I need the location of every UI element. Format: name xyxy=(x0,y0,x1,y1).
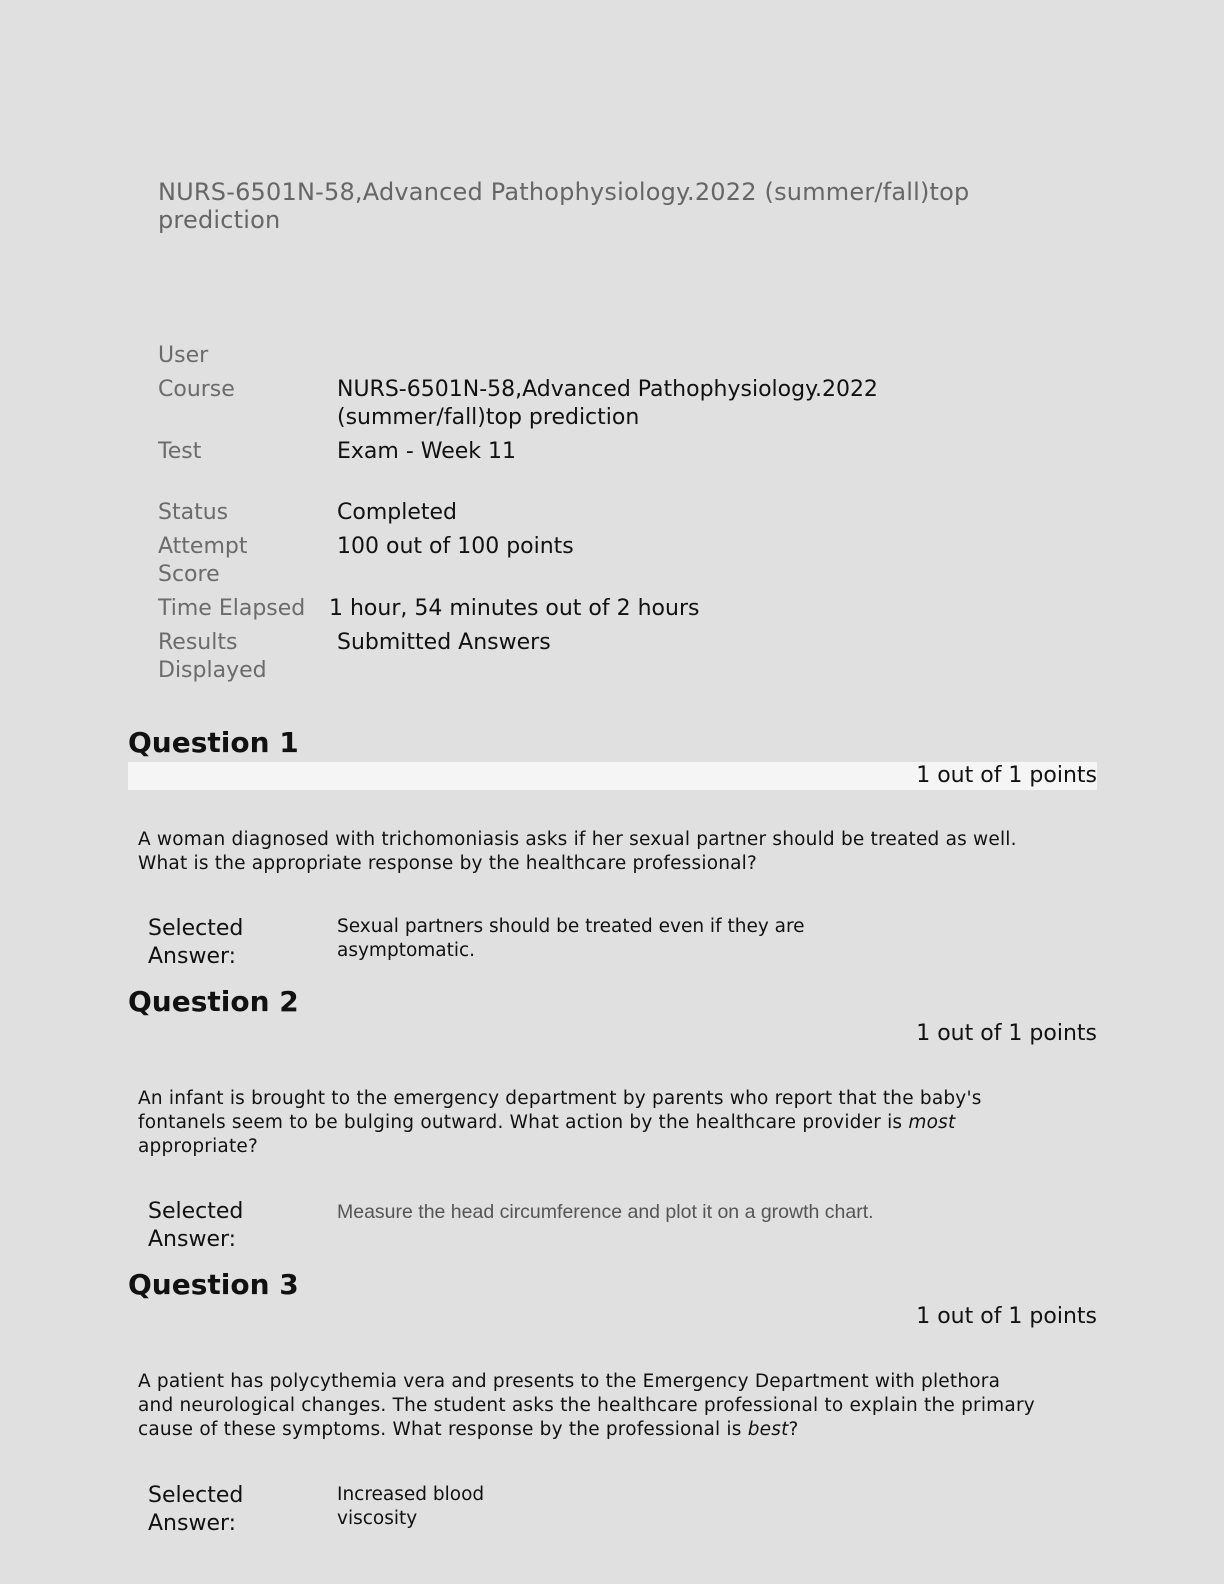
time-label: Time Elapsed xyxy=(158,596,306,621)
course-label: Course xyxy=(158,377,235,402)
question-text-emphasis: most xyxy=(908,1112,956,1133)
score-value: 100 out of 100 points xyxy=(337,534,574,559)
question-text-part: A patient has polycythemia vera and presents to the Emergency Department with plethora and neurological changes. The student asks the healthcare professional to explain the primary cause of these symptoms. What response by the professional is xyxy=(138,1371,1035,1440)
question-text xyxy=(138,1087,1038,1159)
results-value: Submitted Answers xyxy=(337,630,551,655)
status-value: Completed xyxy=(337,500,457,525)
course-value: NURS-6501N-58,Advanced Pathophysiology.2022 (summer/fall)top prediction xyxy=(337,377,878,430)
question-heading: Question 3 xyxy=(128,1268,299,1301)
results-label: Results Displayed xyxy=(158,630,267,683)
selected-answer: Increased blood viscosity xyxy=(337,1484,485,1529)
selected-answer-label: Selected Answer: xyxy=(148,916,244,969)
test-label: Test xyxy=(158,439,202,464)
question-heading: Question 2 xyxy=(128,985,299,1018)
selected-answer: Measure the head circumference and plot it on a growth chart. xyxy=(337,1201,874,1223)
question-text-part: appropriate? xyxy=(138,1136,259,1157)
test-value: Exam - Week 11 xyxy=(337,439,517,464)
selected-answer-label: Selected Answer: xyxy=(148,1483,244,1536)
status-label: Status xyxy=(158,500,229,525)
question-text: A woman diagnosed with trichomoniasis asks if her sexual partner should be treated as well. What is the appropriate response by the healthcare professional? xyxy=(138,829,1017,874)
question-points: 1 out of 1 points xyxy=(916,1304,1097,1329)
question-heading: Question 1 xyxy=(128,726,299,759)
question-text xyxy=(138,1370,1038,1442)
question-text-part: ? xyxy=(788,1419,799,1440)
question-text-part: An infant is brought to the emergency department by parents who report that the baby's fontanels seem to be bulging outward. What action by the healthcare provider is xyxy=(138,1088,982,1133)
selected-answer-label: Selected Answer: xyxy=(148,1199,244,1252)
score-label: Attempt Score xyxy=(158,534,248,587)
question-text-emphasis: best xyxy=(747,1419,789,1440)
user-label: User xyxy=(158,343,209,368)
selected-answer: Sexual partners should be treated even if they are asymptomatic. xyxy=(337,916,805,961)
page-title: NURS-6501N-58,Advanced Pathophysiology.2022 (summer/fall)top prediction xyxy=(158,178,970,234)
question-points: 1 out of 1 points xyxy=(916,1021,1097,1046)
question-points: 1 out of 1 points xyxy=(128,762,1097,790)
time-value: 1 hour, 54 minutes out of 2 hours xyxy=(329,596,700,621)
